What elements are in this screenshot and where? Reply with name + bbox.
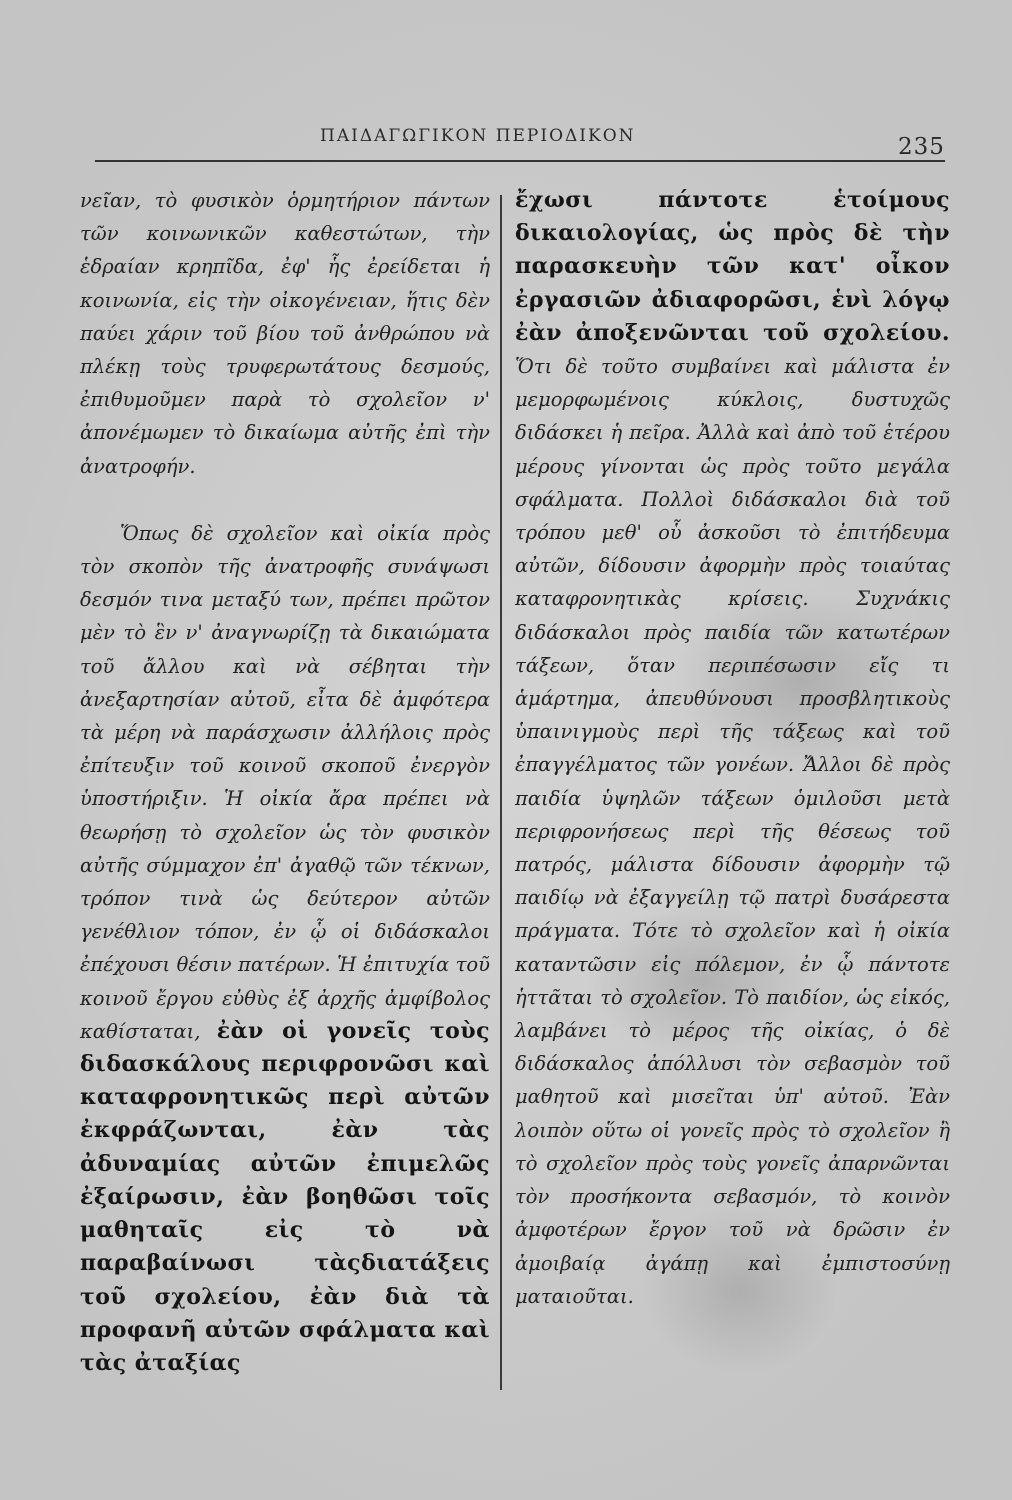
header-rule: [95, 160, 945, 162]
running-header-title: ΠΑΙΔΑΓΩΓΙΚΟΝ ΠΕΡΙΟΔΙΚΟΝ: [320, 126, 636, 146]
left-paragraph-2-emphasis: ἐὰν οἱ γονεῖς τοὺς διδασκάλους περιφρονῶσι καὶ καταφρονητικῶς περὶ αὐτῶν ἐκφράζωνται, ἐὰν τὰς ἀδυναμίας αὐτῶν ἐπιμελῶς ἐξαίρωσιν, ἐὰν βοηθῶσι τοῖς μαθηταῖς εἰς τὸ νὰ παραβαίνωσι τὰςδιατάξεις τοῦ σχολείου, ἐὰν διὰ τὰ προφανῆ αὐτῶν σφάλματα καὶ τὰς ἀταξίας: [80, 1017, 490, 1376]
left-paragraph-2: [80, 517, 490, 1380]
paragraph-gap: [80, 483, 490, 517]
left-paragraph-1: νεῖαν, τὸ φυσικὸν ὁρμητήριον πάντων τῶν κοινωνικῶν καθεστώτων, τὴν ἑδραίαν κρηπῖδα, ἐφ' ἧς ἐρείδεται ἡ κοινωνία, εἰς τὴν οἰκογένειαν, ἥτις δὲν παύει χάριν τοῦ βίου τοῦ ἀνθρώπου νὰ πλέκῃ τοὺς τρυφερωτάτους δεσμούς, ἐπιθυμοῦμεν παρὰ τὸ σχολεῖον ν' ἀπονέμωμεν τὸ δικαίωμα αὐτῆς ἐπὶ τὴν ἀνατροφήν.: [80, 189, 490, 478]
right-paragraph-1-emphasis: ἔχωσι πάντοτε ἑτοίμους δικαιολογίας, ὡς πρὸς δὲ τὴν παρασκευὴν τῶν κατ' οἶκον ἐργασιῶν ἀδιαφορῶσι, ἑνὶ λόγῳ ἐὰν ἀποξενῶνται τοῦ σχολείου.: [515, 187, 950, 346]
left-column: [80, 184, 490, 1404]
right-column: [515, 184, 950, 1404]
right-paragraph-1-text: Ὅτι δὲ τοῦτο συμβαίνει καὶ μάλιστα ἐν μεμορφωμένοις κύκλοις, δυστυχῶς διδάσκει ἡ πεῖρα. Ἀλλὰ καὶ ἀπὸ τοῦ ἑτέρου μέρους γίνονται ὡς πρὸς τοῦτο μεγάλα σφάλματα. Πολλοὶ διδάσκαλοι διὰ τοῦ τρόπου μεθ' οὗ ἀσκοῦσι τὸ ἐπιτήδευμα αὐτῶν, δίδουσιν ἀφορμὴν πρὸς τοιαύτας καταφρονητικὰς κρίσεις. Συχνάκις διδάσκαλοι πρὸς παιδία τῶν κατωτέρων τάξεων, ὅταν περιπέσωσιν εἴς τι ἁμάρτημα, ἀπευθύνουσι προσβλητικοὺς ὑπαινιγμοὺς περὶ τῆς τάξεως καὶ τοῦ ἐπαγγέλματος τῶν γονέων. Ἄλλοι δὲ πρὸς παιδία ὑψηλῶν τάξεων ὁμιλοῦσι μετὰ περιφρονήσεως περὶ τῆς θέσεως τοῦ πατρός, μάλιστα δίδουσιν ἀφορμὴν τῷ παιδίῳ νὰ ἐξαγγείλῃ τῷ πατρὶ δυσάρεστα πράγματα. Τότε τὸ σχολεῖον καὶ ἡ οἰκία καταντῶσιν εἰς πόλεμον, ἐν ᾧ πάντοτε ἡττᾶται τὸ σχολεῖον. Τὸ παιδίον, ὡς εἰκός, λαμβάνει τὸ μέρος τῆς οἰκίας, ὁ δὲ διδάσκαλος ἀπόλλυσι τὸν σεβασμὸν τοῦ μαθητοῦ καὶ μισεῖται ὑπ' αὐτοῦ. Ἐὰν λοιπὸν οὕτω οἱ γονεῖς πρὸς τὸ σχολεῖον ἢ τὸ σχολεῖον πρὸς τοὺς γονεῖς ἀπαρνῶνται τὸν προσήκοντα σεβασμόν, τὸ κοινὸν ἀμφοτέρων ἔργον τοῦ νὰ δρῶσιν ἐν ἀμοιβαίᾳ ἀγάπῃ καὶ ἐμπιστοσύνῃ ματαιοῦται.: [515, 355, 950, 1308]
left-paragraph-2-text: Ὅπως δὲ σχολεῖον καὶ οἰκία πρὸς τὸν σκοπὸν τῆς ἀνατροφῆς συνάψωσι δεσμόν τινα μεταξύ των, πρέπει πρῶτον μὲν τὸ ἓν ν' ἀναγνωρίζῃ τὰ δικαιώματα τοῦ ἄλλου καὶ νὰ σέβηται τὴν ἀνεξαρτησίαν αὐτοῦ, εἶτα δὲ ἀμφότερα τὰ μέρη νὰ παράσχωσιν ἀλλήλοις πρὸς ἐπίτευξιν τοῦ κοινοῦ σκοποῦ ἐνεργὸν ὑποστήριξιν. Ἡ οἰκία ἄρα πρέπει νὰ θεωρήσῃ τὸ σχολεῖον ὡς τὸν φυσικὸν αὐτῆς σύμμαχον ἐπ' ἀγαθῷ τῶν τέκνων, τρόπον τινὰ ὡς δεύτερον αὐτῶν γενέθλιον τόπον, ἐν ᾧ οἱ διδάσκαλοι ἐπέχουσι θέσιν πατέρων. Ἡ ἐπιτυχία τοῦ κοινοῦ ἔργου εὐθὺς ἐξ ἀρχῆς ἀμφίβολος καθίσταται,: [80, 521, 490, 1043]
column-divider: [500, 195, 502, 1390]
right-paragraph-1: [515, 184, 950, 1313]
page-number: 235: [898, 134, 945, 160]
